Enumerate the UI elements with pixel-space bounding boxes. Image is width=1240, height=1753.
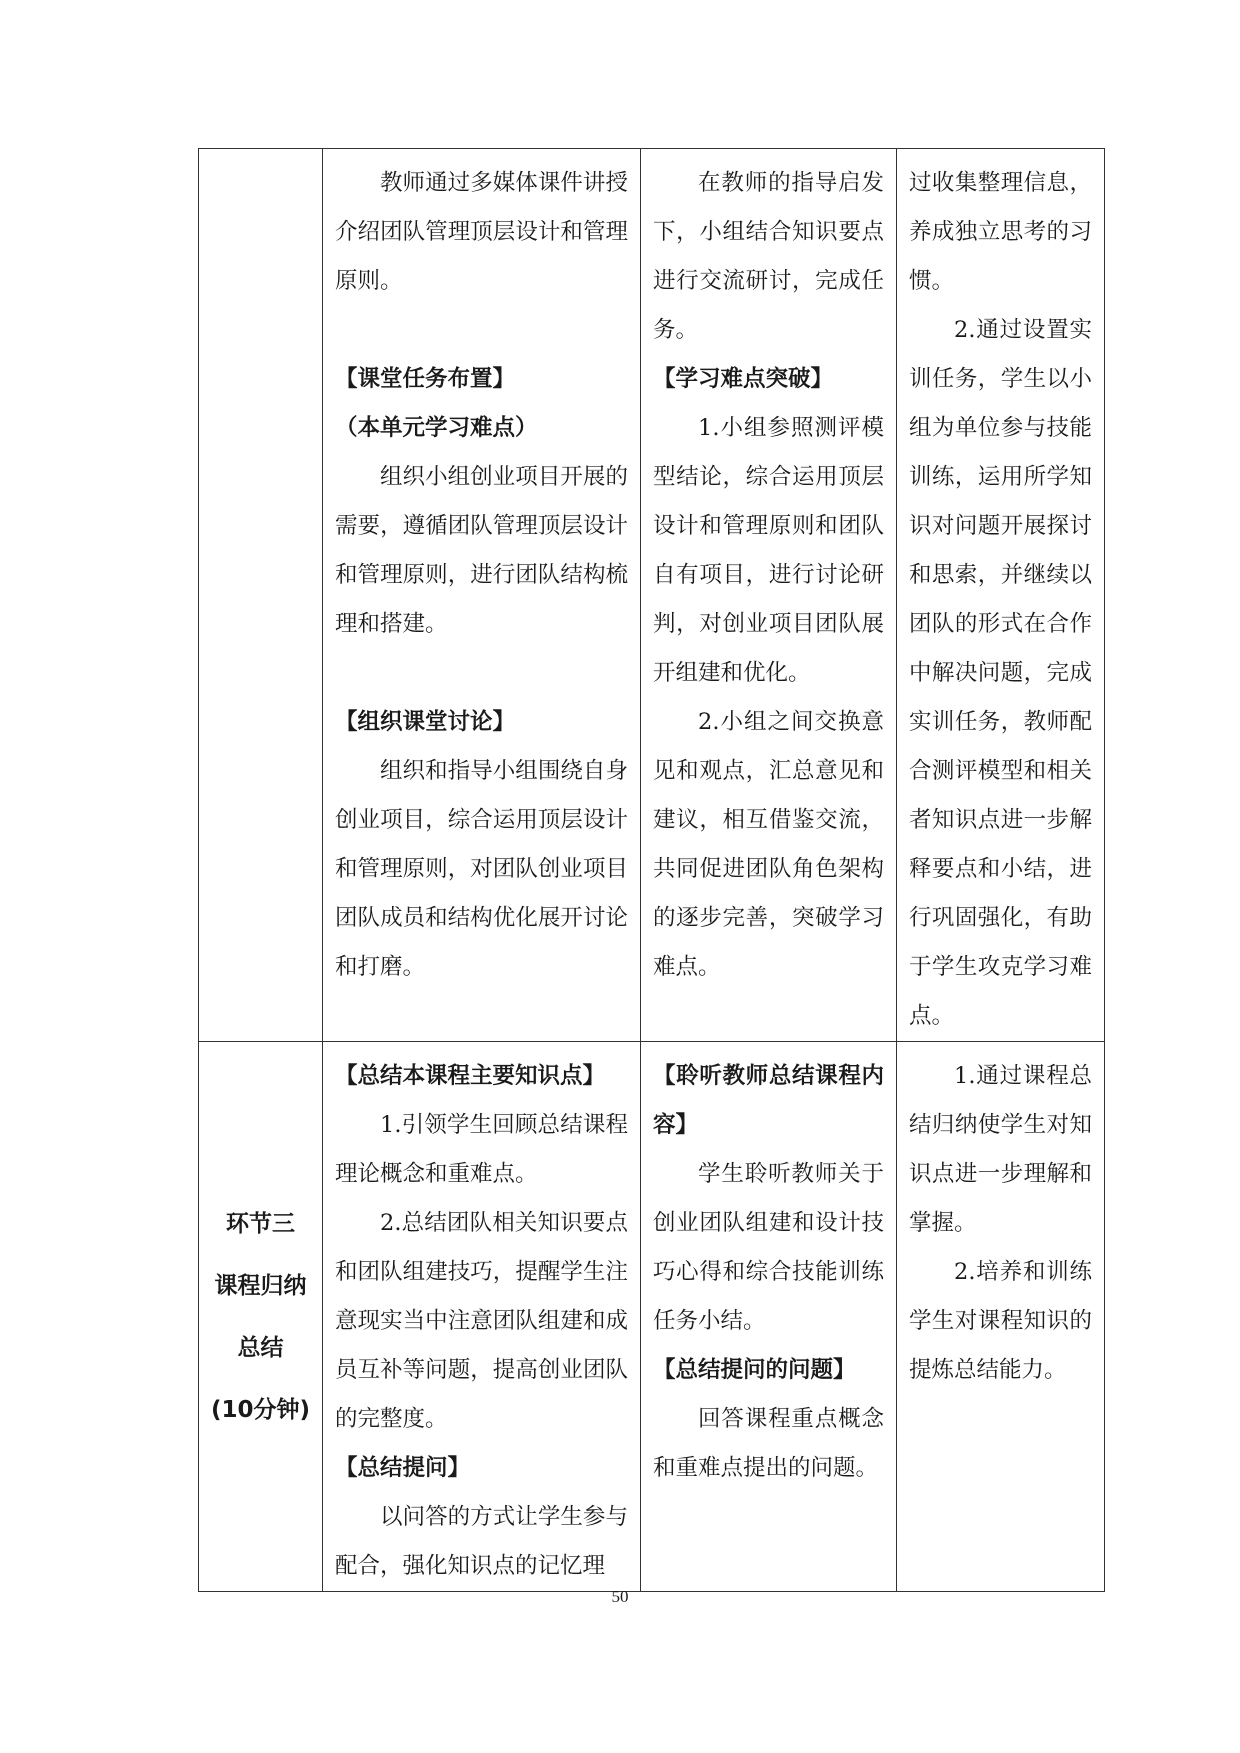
student-activity-cell: [641, 1042, 897, 1592]
spacer: [335, 306, 628, 355]
student-activity-cell: [641, 149, 897, 1042]
section-heading: 【聆听教师总结课程内容】: [653, 1063, 884, 1138]
stage-cell: [199, 1042, 323, 1592]
teacher-activity-cell: [323, 149, 641, 1042]
design-intent-cell: [897, 1042, 1105, 1592]
table-row: [199, 149, 1105, 1042]
paragraph: 教师通过多媒体课件讲授介绍团队管理顶层设计和管理原则。: [335, 170, 628, 294]
lesson-plan-table: [198, 148, 1105, 1592]
spacer: [335, 649, 628, 698]
stage-label: 课程归纳: [214, 1272, 307, 1299]
paragraph: 2.总结团队相关知识要点和团队组建技巧，提醒学生注意现实当中注意团队组建和成员互补等问题，提高创业团队的完整度。: [335, 1210, 628, 1432]
section-heading: （本单元学习难点）: [335, 415, 538, 441]
paragraph: 过收集整理信息，养成独立思考的习惯。: [909, 170, 1092, 294]
section-heading: 【总结提问的问题】: [653, 1357, 856, 1383]
section-heading: 【课堂任务布置】: [335, 366, 516, 392]
paragraph: 1.通过课程总结归纳使学生对知识点进一步理解和掌握。: [909, 1063, 1092, 1236]
stage-label: 总结: [237, 1334, 284, 1361]
stage-label: 环节三: [226, 1210, 295, 1237]
design-intent-cell: [897, 149, 1105, 1042]
paragraph: 组织和指导小组围绕自身创业项目，综合运用顶层设计和管理原则，对团队创业项目团队成员和结构优化展开讨论和打磨。: [335, 758, 628, 980]
paragraph: 2.通过设置实训任务，学生以小组为单位参与技能训练，运用所学知识对问题开展探讨和思索，并继续以团队的形式在合作中解决问题，完成实训任务，教师配合测评模型和相关者知识点进一步解释要点和小结，进行巩固强化，有助于学生攻克学习难点。: [909, 317, 1092, 1029]
section-heading: 【总结提问】: [335, 1455, 471, 1481]
table-row: [199, 1042, 1105, 1592]
teacher-activity-cell: [323, 1042, 641, 1592]
paragraph: 1.引领学生回顾总结课程理论概念和重难点。: [335, 1112, 628, 1187]
paragraph: 2.培养和训练学生对课程知识的提炼总结能力。: [909, 1259, 1092, 1383]
stage-cell: [199, 149, 323, 1042]
section-heading: 【总结本课程主要知识点】: [335, 1063, 606, 1089]
paragraph: 2.小组之间交换意见和观点，汇总意见和建议，相互借鉴交流，共同促进团队角色架构的逐步完善，突破学习难点。: [653, 709, 884, 980]
paragraph: 回答课程重点概念和重难点提出的问题。: [653, 1406, 884, 1481]
page-number: 50: [611, 1587, 629, 1606]
paragraph: 1.小组参照测评模型结论，综合运用顶层设计和管理原则和团队自有项目，进行讨论研判，对创业项目团队展开组建和优化。: [653, 415, 884, 686]
paragraph: 以问答的方式让学生参与配合，强化知识点的记忆理: [335, 1504, 628, 1579]
section-heading: 【组织课堂讨论】: [335, 709, 516, 735]
paragraph: 学生聆听教师关于创业团队组建和设计技巧心得和综合技能训练任务小结。: [653, 1161, 884, 1334]
paragraph: 组织小组创业项目开展的需要，遵循团队管理顶层设计和管理原则，进行团队结构梳理和搭建。: [335, 464, 628, 637]
paragraph: 在教师的指导启发下，小组结合知识要点进行交流研讨，完成任务。: [653, 170, 884, 343]
section-heading: 【学习难点突破】: [653, 366, 834, 392]
stage-label: (10分钟): [210, 1396, 311, 1423]
